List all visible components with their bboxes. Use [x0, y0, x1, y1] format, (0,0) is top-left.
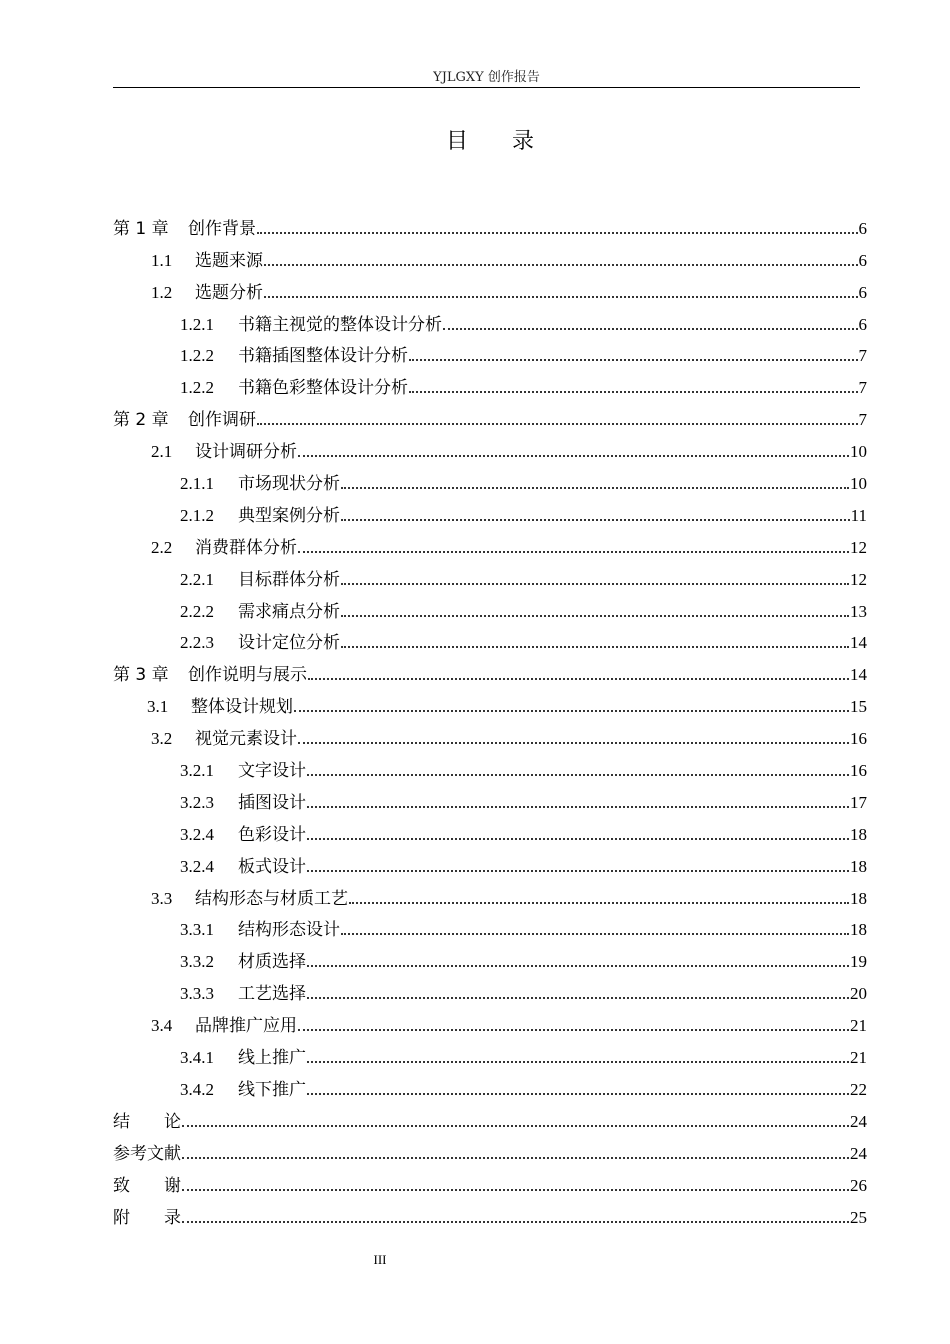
toc-entry-label — [180, 947, 306, 972]
toc-entry-label — [180, 756, 306, 781]
toc-entry-label — [113, 1203, 181, 1228]
toc-entry-line — [113, 214, 867, 243]
toc-dot-leader — [349, 901, 849, 904]
toc-entry-line — [113, 1171, 867, 1200]
toc-entry-line — [147, 692, 867, 721]
toc-entry[interactable] — [113, 530, 867, 562]
toc-entry-label — [180, 979, 306, 1004]
toc-entry[interactable] — [113, 466, 867, 498]
toc-entry-label — [151, 437, 297, 462]
toc-entry-title: 书籍插图整体设计分析 — [238, 346, 408, 366]
toc-entry-title: 设计调研分析 — [195, 442, 297, 462]
toc-entry-title: 文字设计 — [238, 761, 306, 781]
toc-entry-label — [147, 692, 293, 717]
toc-entry[interactable] — [113, 689, 867, 721]
toc-entry-label — [180, 469, 340, 494]
toc-dot-leader — [264, 263, 858, 266]
toc-entry[interactable] — [113, 1136, 867, 1168]
toc-entry-number: 3.1 — [147, 697, 169, 717]
toc-entry-line — [180, 341, 867, 370]
toc-entry-label — [151, 533, 297, 558]
toc-entry-page: 19 — [850, 952, 867, 972]
toc-entry-page: 16 — [850, 729, 867, 749]
toc-entry[interactable] — [113, 1104, 867, 1136]
toc-entry-number: 3.3.2 — [180, 952, 214, 972]
toc-dot-leader — [341, 932, 849, 935]
toc-entry[interactable] — [113, 721, 867, 753]
toc-entry[interactable] — [113, 562, 867, 594]
toc-entry-title: 板式设计 — [238, 856, 306, 876]
toc-entry-number: 2.2.2 — [180, 601, 214, 621]
toc-entry-label — [180, 788, 306, 813]
toc-entry-page: 10 — [850, 442, 867, 462]
toc-entry-line — [180, 373, 867, 402]
toc-entry-label — [151, 724, 297, 749]
toc-entry-title: 品牌推广应用 — [195, 1016, 297, 1036]
toc-entry-page: 7 — [858, 378, 867, 398]
toc-entry-number: 1.2 — [151, 282, 173, 302]
toc-entry-label — [113, 1171, 181, 1196]
toc-dot-leader — [409, 390, 858, 393]
toc-entry-title: 市场现状分析 — [238, 474, 340, 494]
toc-entry-page: 6 — [858, 282, 867, 302]
toc-entry[interactable] — [113, 881, 867, 913]
toc-entry-page: 6 — [858, 218, 867, 238]
toc-entry-title: 需求痛点分析 — [238, 601, 340, 621]
toc-entry-title: 书籍色彩整体设计分析 — [238, 378, 408, 398]
toc-entry[interactable] — [113, 594, 867, 626]
toc-dot-leader — [341, 645, 849, 648]
toc-entry-page: 7 — [858, 346, 867, 366]
toc-entry-line — [180, 1043, 867, 1072]
toc-entry-number: 1.2.2 — [180, 346, 214, 366]
toc-entry[interactable] — [113, 976, 867, 1008]
toc-entry-label — [180, 501, 340, 526]
toc-entry-page: 11 — [850, 505, 867, 525]
toc-entry-label — [180, 820, 306, 845]
toc-entry-line — [180, 788, 867, 817]
toc-entry-number: 3.3.3 — [180, 984, 214, 1004]
toc-entry-page: 26 — [850, 1175, 867, 1195]
toc-entry-line — [113, 1139, 867, 1168]
toc-entry-page: 14 — [850, 665, 867, 685]
toc-entry-title: 创作说明与展示 — [188, 665, 307, 686]
toc-entry-line — [180, 501, 867, 530]
toc-entry-number: 第 2 章 — [113, 410, 169, 431]
toc-entry[interactable] — [113, 402, 867, 434]
toc-entry-title: 线上推广 — [238, 1048, 306, 1068]
toc-dot-leader — [307, 837, 849, 840]
toc-entry-label — [180, 1075, 306, 1100]
toc-entry[interactable] — [113, 370, 867, 402]
toc-entry-number: 3.4.2 — [180, 1079, 214, 1099]
toc-entry-label — [180, 1043, 306, 1068]
toc-entry-number: 3.2.3 — [180, 792, 214, 812]
toc-entry[interactable] — [113, 307, 867, 339]
toc-dot-leader — [298, 454, 849, 457]
toc-entry-title: 附 录 — [113, 1207, 181, 1228]
toc-entry-title: 书籍主视觉的整体设计分析 — [238, 314, 442, 334]
toc-entry-number: 3.2.1 — [180, 761, 214, 781]
toc-entry-title: 选题来源 — [195, 250, 263, 270]
toc-title — [113, 124, 867, 155]
toc-entry-label — [151, 1011, 297, 1036]
toc-entry-line — [151, 278, 867, 307]
toc-entry-line — [151, 437, 867, 466]
toc-entry-number: 3.4 — [151, 1016, 173, 1036]
toc-entry[interactable] — [113, 1008, 867, 1040]
toc-dot-leader — [341, 486, 849, 489]
toc-entry-number: 第 3 章 — [113, 665, 169, 686]
toc-entry[interactable] — [113, 211, 867, 243]
toc-entry[interactable] — [113, 339, 867, 371]
toc-entry-number: 2.1.2 — [180, 505, 214, 525]
toc-entry-line — [180, 1075, 867, 1104]
running-header: YJLGXY 创作报告 — [433, 70, 540, 85]
toc-entry-title: 色彩设计 — [238, 824, 306, 844]
toc-entry-line — [113, 1203, 867, 1232]
toc-dot-leader — [341, 582, 849, 585]
toc-entry-number: 2.2.3 — [180, 633, 214, 653]
toc-entry-page: 12 — [850, 537, 867, 557]
toc-entry-page: 10 — [850, 474, 867, 494]
toc-entry-number: 3.2.4 — [180, 824, 214, 844]
toc-entry-page: 14 — [850, 633, 867, 653]
toc-entry-label — [180, 310, 442, 335]
toc-entry-title: 结构形态设计 — [238, 920, 340, 940]
toc-entry-page: 21 — [850, 1016, 867, 1036]
toc-entry-page: 6 — [858, 250, 867, 270]
toc-dot-leader — [298, 1028, 849, 1031]
toc-dot-leader — [182, 1124, 849, 1127]
toc-entry[interactable] — [113, 626, 867, 658]
toc-entry-line — [180, 597, 867, 626]
toc-entry-number: 1.1 — [151, 250, 173, 270]
toc-entry[interactable] — [113, 243, 867, 275]
toc-entry-line — [180, 469, 867, 498]
toc-dot-leader — [257, 422, 858, 425]
toc-entry-page: 22 — [850, 1079, 867, 1099]
toc-entry-line — [180, 947, 867, 976]
toc-entry-number: 2.2.1 — [180, 569, 214, 589]
toc-entry-title: 创作调研 — [188, 410, 256, 431]
toc-dot-leader — [307, 805, 849, 808]
toc-entry-page: 21 — [850, 1048, 867, 1068]
toc-entry-title: 工艺选择 — [238, 984, 306, 1004]
toc-entry-title: 选题分析 — [195, 282, 263, 302]
toc-dot-leader — [307, 1060, 849, 1063]
toc-dot-leader — [257, 231, 858, 234]
toc-entry-page: 12 — [850, 569, 867, 589]
toc-entry[interactable] — [113, 849, 867, 881]
toc-entry[interactable] — [113, 785, 867, 817]
toc-entry-page: 25 — [850, 1207, 867, 1227]
toc-entry-label — [113, 405, 256, 430]
toc-dot-leader — [308, 677, 849, 680]
toc-entry-label — [180, 373, 408, 398]
toc-entry[interactable] — [113, 275, 867, 307]
toc-entry-title: 结 论 — [113, 1111, 181, 1132]
toc-entry[interactable] — [113, 1040, 867, 1072]
toc-entry-line — [113, 1107, 867, 1136]
toc-title-text: 目录 — [445, 129, 578, 154]
toc-entry-label — [180, 915, 340, 940]
toc-entry-page: 17 — [850, 792, 867, 812]
toc-dot-leader — [298, 741, 849, 744]
toc-entry-title: 目标群体分析 — [238, 569, 340, 589]
toc-entry-page: 6 — [858, 314, 867, 334]
toc-entry-line — [180, 820, 867, 849]
toc-entry-label — [180, 628, 340, 653]
toc-entry-label — [151, 278, 263, 303]
toc-entry-line — [151, 884, 867, 913]
toc-dot-leader — [307, 869, 849, 872]
table-of-contents — [113, 211, 867, 1232]
toc-entry-label — [151, 884, 348, 909]
toc-entry-page: 24 — [850, 1111, 867, 1131]
toc-entry-title: 插图设计 — [238, 792, 306, 812]
toc-dot-leader — [264, 295, 858, 298]
toc-entry-line — [180, 915, 867, 944]
page-number: III — [373, 1252, 387, 1267]
toc-entry-line — [180, 310, 867, 339]
toc-entry-line — [180, 852, 867, 881]
toc-entry[interactable] — [113, 498, 867, 530]
toc-entry-number: 3.4.1 — [180, 1048, 214, 1068]
toc-entry-title: 创作背景 — [188, 218, 256, 239]
toc-entry-page: 18 — [850, 888, 867, 908]
toc-entry-number: 2.1 — [151, 442, 173, 462]
toc-entry-page: 15 — [850, 697, 867, 717]
toc-entry[interactable] — [113, 1168, 867, 1200]
toc-entry-label — [180, 852, 306, 877]
toc-dot-leader — [294, 709, 849, 712]
toc-dot-leader — [307, 964, 849, 967]
toc-entry[interactable] — [113, 913, 867, 945]
toc-entry-page: 16 — [850, 761, 867, 781]
toc-dot-leader — [298, 550, 849, 553]
header-rule — [113, 87, 860, 88]
toc-entry-page: 18 — [850, 856, 867, 876]
toc-entry-title: 视觉元素设计 — [195, 729, 297, 749]
toc-entry-title: 典型案例分析 — [238, 505, 340, 525]
toc-entry-number: 3.2.4 — [180, 856, 214, 876]
toc-entry-number: 2.1.1 — [180, 474, 214, 494]
toc-entry-title: 整体设计规划 — [191, 697, 293, 717]
toc-entry[interactable] — [113, 753, 867, 785]
toc-entry-line — [180, 979, 867, 1008]
toc-entry-line — [151, 724, 867, 753]
toc-dot-leader — [341, 614, 849, 617]
toc-entry-line — [113, 660, 867, 689]
toc-dot-leader — [307, 996, 849, 999]
toc-dot-leader — [409, 358, 858, 361]
toc-entry-label — [113, 1107, 181, 1132]
toc-entry[interactable] — [113, 1072, 867, 1104]
toc-dot-leader — [307, 1092, 849, 1095]
toc-entry-line — [151, 533, 867, 562]
toc-entry-number: 3.3 — [151, 888, 173, 908]
toc-entry-line — [113, 405, 867, 434]
toc-entry-title: 设计定位分析 — [238, 633, 340, 653]
toc-dot-leader — [182, 1188, 849, 1191]
toc-entry-number: 1.2.1 — [180, 314, 214, 334]
toc-entry-number: 3.3.1 — [180, 920, 214, 940]
toc-entry-label — [151, 246, 263, 271]
toc-dot-leader — [341, 518, 850, 521]
toc-dot-leader — [443, 327, 858, 330]
toc-entry-page: 20 — [850, 984, 867, 1004]
toc-entry-label — [180, 565, 340, 590]
toc-entry-page: 13 — [850, 601, 867, 621]
toc-entry-title: 消费群体分析 — [195, 537, 297, 557]
toc-entry-label — [113, 1139, 181, 1164]
toc-entry-title: 线下推广 — [238, 1079, 306, 1099]
toc-entry-page: 18 — [850, 824, 867, 844]
toc-dot-leader — [182, 1156, 849, 1159]
toc-entry[interactable] — [113, 1200, 867, 1232]
toc-entry-title: 结构形态与材质工艺 — [195, 888, 348, 908]
toc-entry-line — [180, 628, 867, 657]
toc-entry-label — [113, 660, 307, 685]
toc-entry-title: 致 谢 — [113, 1175, 181, 1196]
toc-entry-page: 24 — [850, 1143, 867, 1163]
toc-dot-leader — [307, 773, 849, 776]
toc-entry-number: 1.2.2 — [180, 378, 214, 398]
toc-entry-line — [151, 1011, 867, 1040]
toc-entry-label — [180, 341, 408, 366]
toc-entry[interactable] — [113, 944, 867, 976]
toc-entry-line — [180, 565, 867, 594]
toc-entry-label — [113, 214, 256, 239]
toc-entry-page: 7 — [858, 410, 867, 430]
toc-entry[interactable] — [113, 817, 867, 849]
toc-dot-leader — [182, 1220, 849, 1223]
toc-entry-label — [180, 597, 340, 622]
toc-entry-line — [151, 246, 867, 275]
toc-entry-title: 参考文献 — [113, 1143, 181, 1164]
toc-entry-number: 3.2 — [151, 729, 173, 749]
toc-entry-line — [180, 756, 867, 785]
toc-entry-number: 第 1 章 — [113, 218, 169, 239]
toc-entry[interactable] — [113, 657, 867, 689]
toc-entry[interactable] — [113, 434, 867, 466]
toc-entry-title: 材质选择 — [238, 952, 306, 972]
toc-entry-page: 18 — [850, 920, 867, 940]
toc-entry-number: 2.2 — [151, 537, 173, 557]
